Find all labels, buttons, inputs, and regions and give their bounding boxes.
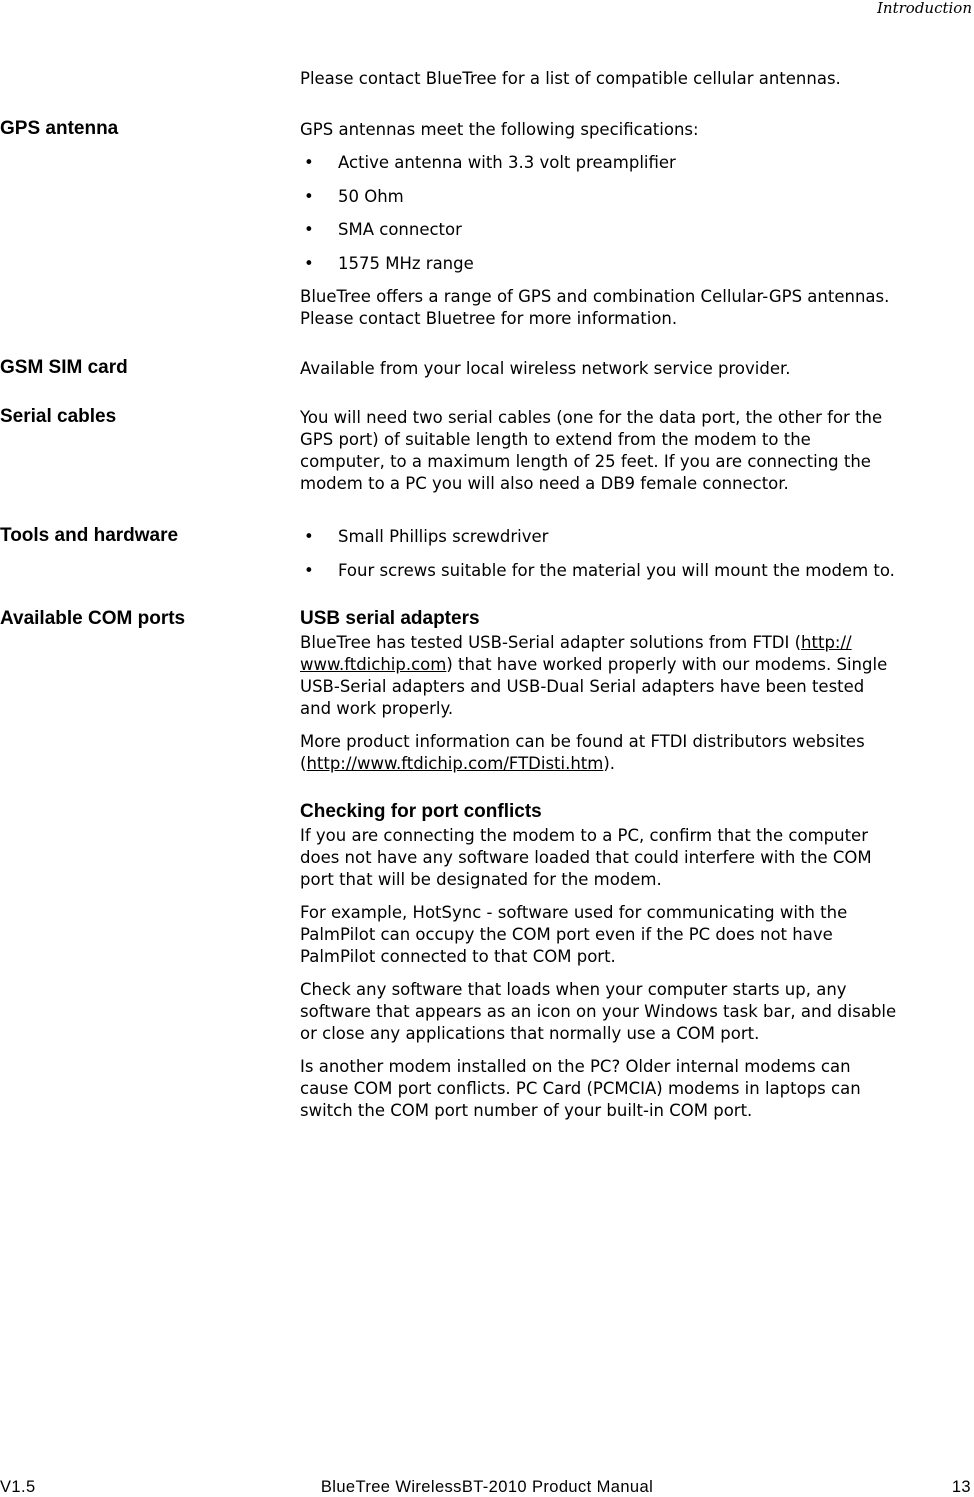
usb-adapters-subheading: USB serial adapters bbox=[300, 608, 480, 629]
conflicts-paragraph-3: Check any software that loads when your computer starts up, any software that appears as an icon on your Windows task bar, and disable or close any applications that normally use a COM port. bbox=[300, 980, 897, 1043]
list-item: • SMA connector bbox=[304, 220, 462, 239]
tools-hardware-section bbox=[300, 526, 972, 593]
gps-lead: GPS antennas meet the following specifications: bbox=[300, 120, 699, 139]
gps-antenna-section bbox=[300, 119, 972, 330]
bullet-icon: • bbox=[304, 527, 314, 546]
gsm-sim-text: Available from your local wireless network service provider. bbox=[300, 359, 791, 378]
bullet-icon: • bbox=[304, 153, 314, 172]
serial-cables-text: You will need two serial cables (one for the data port, the other for the GPS port) of suitable length to extend from the modem to the computer, to a maximum length of 25 feet. If you are connecting the modem to a PC you will also need a DB9 female connector. bbox=[300, 408, 883, 493]
usb-paragraph-2: More product information can be found at FTDI distributors websites (http://www.ftdichip.com/FTDisti.htm). bbox=[300, 732, 865, 773]
com-ports-heading: Available COM ports bbox=[0, 608, 186, 629]
bullet-icon: • bbox=[304, 253, 314, 273]
serial-cables-heading: Serial cables bbox=[0, 406, 117, 427]
page-number: 13 bbox=[951, 1478, 971, 1496]
bullet-icon: • bbox=[304, 186, 314, 206]
com-ports-section bbox=[300, 608, 972, 1122]
intro-paragraph: Please contact BlueTree for a list of compatible cellular antennas. bbox=[300, 69, 841, 88]
ftdi-link[interactable]: http:// www.ftdichip.com bbox=[300, 633, 852, 674]
tools-hardware-heading: Tools and hardware bbox=[0, 525, 179, 546]
list-item: • Active antenna with 3.3 volt preamplifier bbox=[304, 153, 676, 172]
conflicts-paragraph-1: If you are connecting the modem to a PC, confirm that the computer does not have any software loaded that could interfere with the COM port that will be designated for the modem. bbox=[300, 826, 872, 889]
gps-spec-list bbox=[300, 152, 972, 275]
bullet-icon: • bbox=[304, 560, 314, 580]
gsm-sim-heading: GSM SIM card bbox=[0, 357, 128, 378]
tools-list bbox=[300, 526, 972, 582]
ftdi-distributors-link[interactable]: http://www.ftdichip.com/FTDisti.htm bbox=[306, 754, 604, 773]
list-item: • 50 Ohm bbox=[304, 186, 404, 206]
footer-title: BlueTree WirelessBT-2010 Product Manual bbox=[320, 1478, 654, 1496]
port-conflicts-subheading: Checking for port conflicts bbox=[300, 801, 542, 822]
conflicts-paragraph-2: For example, HotSync - software used for communicating with the PalmPilot can occupy the COM port even if the PC does not have PalmPilot connected to that COM port. bbox=[300, 903, 848, 966]
bullet-icon: • bbox=[304, 220, 314, 239]
running-header: Introduction bbox=[877, 0, 972, 17]
gps-note: BlueTree offers a range of GPS and combination Cellular-GPS antennas. Please contact Bluetree for more information. bbox=[300, 286, 890, 328]
footer-version: V1.5 bbox=[0, 1478, 36, 1496]
list-item: • 1575 MHz range bbox=[304, 253, 474, 273]
conflicts-paragraph-4: Is another modem installed on the PC? Older internal modems can cause COM port conflicts. PC Card (PCMCIA) modems in laptops can switch the COM port number of your built-in COM port. bbox=[300, 1057, 861, 1120]
usb-paragraph-1: BlueTree has tested USB-Serial adapter solutions from FTDI (http:// www.ftdichip.com) that have worked properly with our modems. Single USB-Serial adapters and USB-Dual Serial adapters have been tested and work properly. bbox=[300, 633, 888, 718]
gps-antenna-heading: GPS antenna bbox=[0, 118, 119, 139]
list-item: • Small Phillips screwdriver bbox=[304, 527, 549, 546]
list-item: • Four screws suitable for the material you will mount the modem to. bbox=[304, 560, 895, 580]
